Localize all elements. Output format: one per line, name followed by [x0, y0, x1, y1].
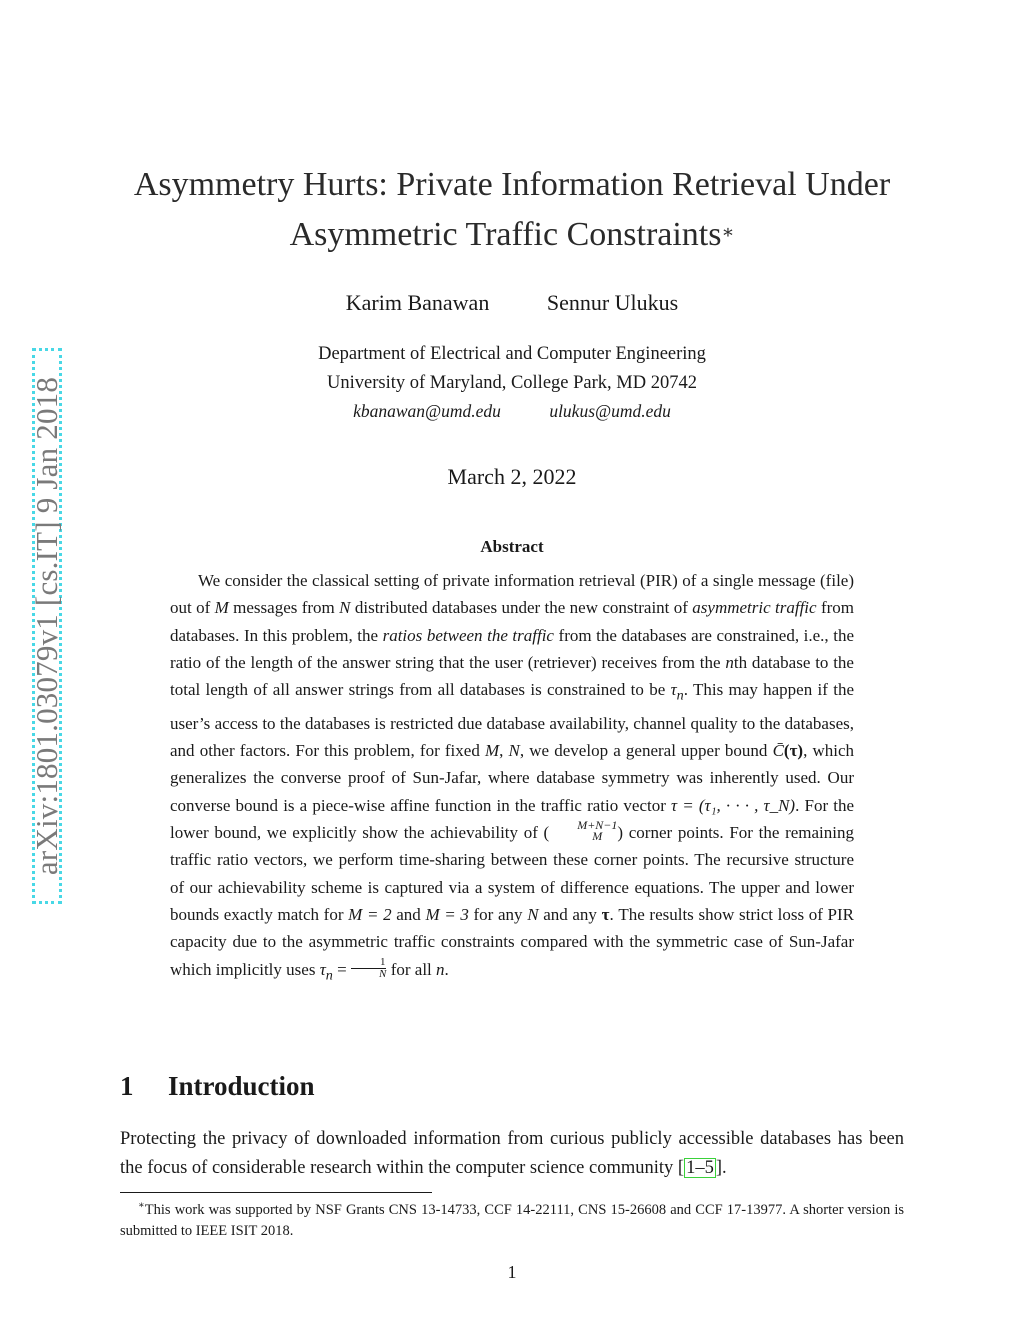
math-var: M — [484, 741, 500, 761]
abstract-text: , which generalizes the converse proof of Sun-Jafar, where database symmetry was inherently used. Our converse bound is a piece-wise affine function in the traffic ratio vector — [170, 741, 855, 815]
abstract-text: from the databases are constrained, i.e., the ratio of the length of the answer string that the user (retriever) receives from the — [170, 625, 855, 672]
abstract-text: and any — [538, 904, 602, 924]
footnote-rule — [120, 1192, 432, 1193]
paper-date: March 2, 2022 — [447, 464, 577, 489]
math-var: M — [214, 598, 229, 618]
binomial-bottom: M — [592, 829, 603, 844]
cite-dash: – — [695, 1158, 705, 1178]
abstract-body: We consider the classical setting of private information retrieval (PIR) of a single message (file) out of M messages from N distributed databases under the new constraint of asymmetric traffic from databases. In this problem, the ratios between the traffic from the databases are constrained, i.e., the ratio of the length of the answer string that the user (retriever) receives from the nth database to the total length of all answer strings from all databases is constrained to be $\tau_n$. This may happen if the user’s access to the databases is restricted due database availability, channel quality to the databases, and other factors. For this problem, for fixed M, N, we develop a general upper bound C̄(τ), which generalizes the converse proof of Sun-Jafar, where database symmetry was inherently used. Our converse bound is a piece-wise affine function in the traffic ratio vector τ = (τ₁, · · · , τ_N). For the lower bound, we explicitly show the achievability of ( M+N−1 M ) corner points. For the remaining traffic ratio vectors, we perform time-sharing between these corner points. The recursive structure of our achievability scheme is captured via a system of difference equations. The upper and lower bounds exactly match for M = 2 and M = 3 for any N and any τ. The results show strict loss of PIR capacity due to the asymmetric traffic constraints compared with the symmetric case of Sun-Jafar which implicitly uses $\tau_n$ = $\frac{1}{N}$ for all n. — [170, 571, 855, 983]
abstract-text: th database to the total length of all answer strings from all databases is constrained to be — [170, 652, 854, 700]
math-subscript: n — [325, 966, 333, 983]
abstract-text: distributed databases under the new constraint of — [350, 598, 693, 618]
affiliation-university: University of Maryland, College Park, MD 20742 — [327, 373, 697, 393]
author-email: kbanawan@umd.edu — [353, 401, 501, 421]
cite-link[interactable] — [684, 1158, 716, 1178]
page-number: 1 — [507, 1262, 517, 1282]
arxiv-stamp[interactable] — [29, 348, 64, 904]
abstract-text: . This may happen if the user’s access to the databases is restricted due database availability, channel quality to the databases, and other factors. For this problem, for fixed — [170, 680, 854, 761]
math-vector: (τ) — [783, 741, 804, 761]
intro-paragraph — [120, 1125, 904, 1183]
footnote-mark: ∗ — [138, 1200, 145, 1211]
abstract-text: from databases. In this problem, the — [170, 598, 854, 645]
abstract-text: for any — [468, 904, 528, 924]
title-line-1: Asymmetry Hurts: Private Information Retrieval Under — [133, 166, 891, 203]
cite-number: 1 — [686, 1158, 696, 1178]
affiliation — [0, 340, 1024, 398]
math-var: τ — [319, 959, 326, 979]
title-line-2: Asymmetric Traffic Constraints — [289, 216, 722, 253]
abstract-text: , — [499, 741, 509, 761]
fraction-numerator: 1 — [351, 957, 387, 969]
abstract-text: corner points. For the remaining traffic ratio vectors, we perform time-sharing between these corner points. The recursive structure of our achievability scheme is captured via a system of difference equations. The upper and lower bounds exactly match for — [170, 823, 854, 924]
abstract-text: . For the lower bound, we explicitly show the achievability of — [170, 795, 855, 843]
math-var: N — [508, 741, 520, 761]
abstract-text: . The results show strict loss of PIR capacity due to the asymmetric traffic constraints compared with the symmetric case of Sun-Jafar which implicitly uses — [170, 904, 854, 979]
arxiv-identifier: arXiv:1801.03079v1 [cs.IT] 9 Jan 2018 — [29, 376, 64, 876]
math-fraction — [351, 957, 387, 980]
abstract-text: and — [391, 904, 426, 924]
paper-title — [100, 160, 924, 260]
abstract-text: for all — [386, 959, 437, 979]
math-var: N — [339, 598, 351, 618]
author-emails — [0, 398, 1024, 424]
binomial-top: M+N−1 — [577, 818, 618, 833]
author-email: ulukus@umd.edu — [549, 401, 671, 421]
affiliation-department: Department of Electrical and Computer Engineering — [318, 344, 706, 364]
abstract-heading: Abstract — [480, 537, 544, 556]
author-name: Sennur Ulukus — [546, 290, 679, 315]
intro-text: Protecting the privacy of downloaded information from curious publicly accessible databases has been the focus of considerable research within the computer science community — [120, 1129, 904, 1178]
math-var: n — [436, 959, 445, 979]
footnote — [120, 1195, 904, 1242]
author-list — [0, 288, 1024, 318]
math-expression: M = 3 — [425, 904, 469, 924]
fraction-denominator: N — [379, 968, 387, 981]
cite-bracket: ]. — [715, 1158, 727, 1178]
abstract-text: We consider the classical setting of private information retrieval (PIR) of a single message (file) out of — [170, 571, 854, 618]
footnote-text: This work was supported by NSF Grants CNS 13-14733, CCF 14-22111, CNS 15-26608 and CCF 17-13977. A shorter version is submitted to IEEE ISIT 2018. — [120, 1201, 904, 1239]
citation — [678, 1158, 727, 1178]
author-name: Karim Banawan — [345, 290, 490, 315]
abstract-text: = — [332, 959, 351, 979]
math-var: C̄ — [772, 741, 784, 761]
cite-number: 5 — [704, 1158, 714, 1178]
title-footnote-mark[interactable]: ∗ — [721, 222, 735, 243]
math-expression: τ = (τ₁, · · · , τ_N) — [671, 795, 796, 815]
section-title: Introduction — [168, 1071, 315, 1101]
abstract-emphasis: asymmetric traffic — [692, 598, 817, 618]
abstract-text: messages from — [228, 598, 340, 618]
math-vector: τ — [601, 904, 610, 924]
math-expression: M = 2 — [348, 904, 392, 924]
section-number: 1 — [120, 1071, 134, 1101]
math-subscript: n — [676, 687, 684, 704]
section-heading — [120, 1068, 315, 1104]
abstract-text: . — [444, 959, 449, 979]
abstract-emphasis: ratios between the traffic — [382, 625, 554, 645]
math-var: n — [725, 652, 734, 672]
math-var: τ — [670, 680, 677, 700]
math-var: N — [527, 904, 539, 924]
cite-bracket: [ — [677, 1158, 685, 1178]
math-binomial — [549, 820, 617, 842]
abstract-text: , we develop a general upper bound — [519, 741, 773, 761]
